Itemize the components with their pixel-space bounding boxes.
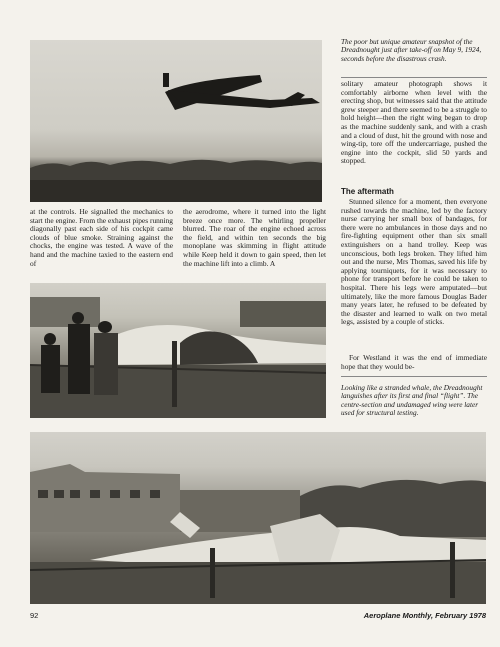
photo-wreck-before-works <box>30 432 486 604</box>
publication-credit: Aeroplane Monthly, February 1978 <box>363 611 486 620</box>
subhead-aftermath: The aftermath <box>341 187 394 196</box>
caption-rule <box>341 77 487 78</box>
column-left: at the controls. He signalled the mechanics to start the engine. From the exhaust pipes running diagonally past each side of his cockpit came clouds of blue smoke. Straining against the chocks, the engine was tested. A wave of the hand and the machine taxied to the eastern end of <box>30 207 173 268</box>
photo-dreadnought-in-flight <box>30 40 322 202</box>
column-right-paragraph-1: Stunned silence for a moment, then everyone rushed towards the machine, led by the factory nurse carrying her small box of bandages, for there were no ambulances in those days and no fire-fighting equipment other than six small extinguishers on a hand trolley. Keep was unconscious, both legs broken. They lifted him out and the nurse, Mrs Thomas, saved his life by applying tourniquets, for it was necessary to phone for transport before he could be taken to hospital. There his legs were amputated—but ultimately, like the more famous Douglas Bader many years later, he refused to be defeated by the disaster and learned to walk on two metal legs, assisted by a couple of sticks. <box>341 197 487 327</box>
caption-rule-middle <box>341 376 487 377</box>
caption-top-photo: The poor but unique amateur snapshot of the Dreadnought just after take-off on May 9, 1924, seconds before the disastrous crash. <box>341 37 482 63</box>
caption-middle-photo: Looking like a stranded whale, the Dreadnought languishes after its first and final “flight”. The centre-section and undamaged wing were later used for structural testing. <box>341 383 483 418</box>
column-right-paragraph-2: For Westland it was the end of immediate hope that they would be- <box>341 353 487 371</box>
photo-crashed-dreadnought-onlookers <box>30 283 326 418</box>
column-center: the aerodrome, where it turned into the light breeze once more. The whirling propeller blurred. The roar of the engine echoed across the field, and within ten seconds the big monoplane was skimming in flight attitude while Keep held it down to gain speed, then let the machine lift into a climb. A <box>183 207 326 268</box>
page-number: 92 <box>30 611 39 620</box>
column-right-top: solitary amateur photograph shows it comfortably airborne when level with the erecting shop, but witnesses said that the attitude grew steeper and there seemed to be a struggle to hold height—then the right wing began to drop as the machine suddenly sank, and with a crash and a cloud of dust, hit the ground with nose and wing-tip, tore off the undercarriage, pushed the engine into the cockpit, slid 50 yards and stopped. <box>341 79 487 166</box>
